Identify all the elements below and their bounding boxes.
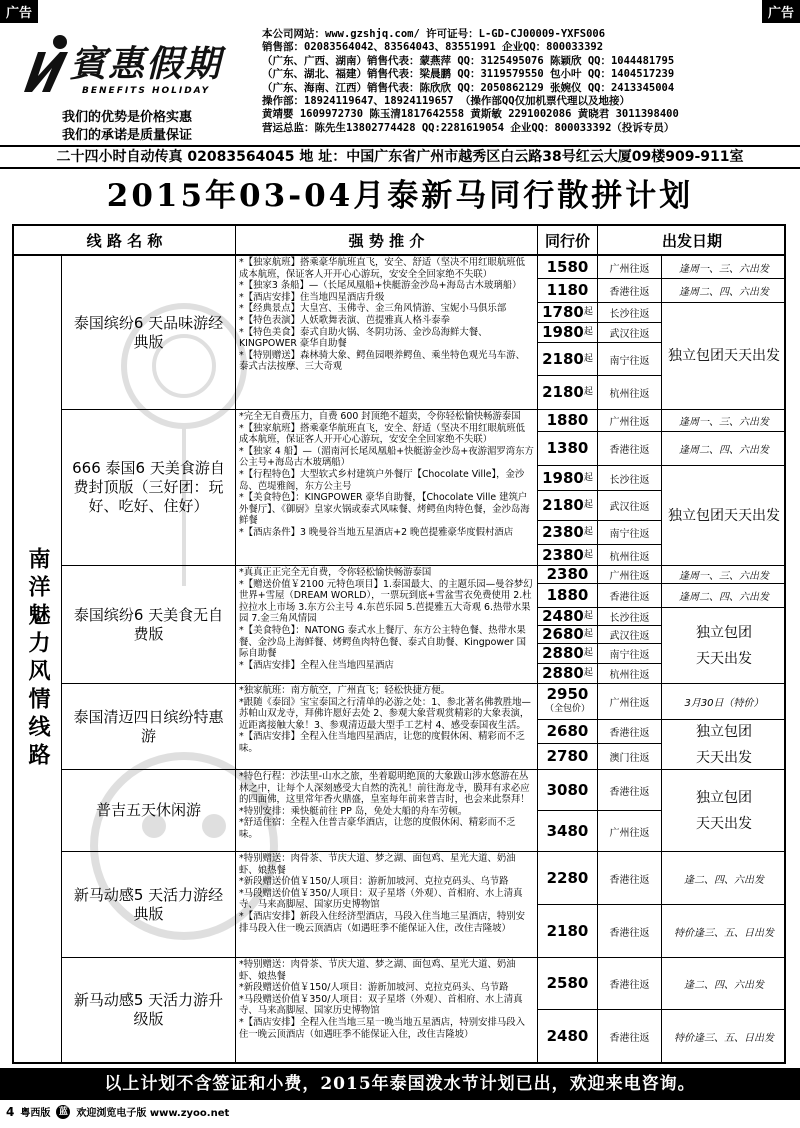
price-cell [538, 770, 598, 811]
region-label [14, 256, 62, 1062]
group-departure: 独立包团天天出发 [668, 507, 780, 524]
origin-cell: 南宁往返 [598, 521, 662, 545]
desc-line: *【酒店安排】全程入住当地四星酒店，让您的度假休闲、精彩而不乏味。 [239, 731, 525, 754]
price-value: 2480 [546, 1026, 589, 1045]
price-cell [538, 905, 598, 957]
date-cell: 逢周一、三、六出发 [662, 256, 786, 279]
desc-line: *【酒店安排】全程入住当地三星一晚当地五星酒店，特别安排马段入住一晚云顶酒店（如遇旺季不能保证入住，改住吉隆坡） [239, 1016, 525, 1040]
route-description [236, 256, 538, 409]
ad-tag-left: 广告 [0, 0, 38, 23]
route-name: 普吉五天休闲游 [62, 770, 236, 851]
price-from: 起 [583, 387, 593, 397]
desc-line: *【特色表演】人妖歌舞表演、芭提雅真人格斗泰拳 [239, 314, 450, 326]
price-from: 起 [583, 353, 593, 364]
desc-line: *特别赠送：肉骨茶、节庆大道、梦之湖、面包鸡、星光大道、奶油虾、娘热餐 [239, 959, 516, 982]
origin-cell: 广州往返 [598, 410, 662, 432]
route-description [236, 684, 538, 769]
price-cell [538, 811, 598, 851]
date-cell: 逢二、四、六出发 [662, 958, 786, 1010]
origin-cell: 长沙往返 [598, 608, 662, 626]
price-value: 2780 [546, 747, 589, 765]
desc-line: *【酒店安排】住当地四星酒店升级 [239, 291, 385, 303]
price-cell [538, 466, 598, 491]
price-cell [538, 343, 598, 376]
desc-line: *【经典景点】大皇宫、玉佛寺、金三角风情游、宝妮小马俱乐部 [239, 303, 507, 315]
route-row [62, 566, 786, 684]
route-row [62, 684, 786, 770]
price-cell [538, 720, 598, 744]
logo-text: 賓惠假期 [70, 43, 223, 85]
slogan-2: 我们的承诺是质量保证 [62, 128, 193, 143]
price-value: 2880 [542, 644, 584, 662]
price-cell [538, 323, 598, 343]
desc-line: *【独家3 条船】—（长尾凤凰船+快艇游金沙岛+海岛古木玻璃船） [239, 280, 522, 292]
desc-line: *【独家航班】搭乘豪华航班直飞，安全、舒适（坚决不用红眼航班低成本航班，保证客人开开心心游玩，安安全全回家绝不失联） [239, 422, 525, 446]
origin-cell: 南宁往返 [598, 644, 662, 664]
origin-cell: 长沙往返 [598, 303, 662, 323]
desc-line: *【独家航班】搭乘豪华航班直飞，安全、舒适（坚决不用红眼航班低成本航班，保证客人开开心心游玩，安安全全回家绝不失联） [239, 257, 525, 280]
header-dates: 出发日期 [598, 226, 786, 256]
desc-line: *【美食特色】：KINGPOWER 豪华自助餐，【Chocolate Ville 建筑户外餐厅】、《御厨》皇家火锅或泰式风味餐、烤鳄鱼肉特色餐，金沙岛海鲜餐 [239, 492, 530, 527]
route-row [62, 410, 786, 566]
ad-tag-right: 广告 [762, 0, 800, 23]
date-cell: 逢周二、四、六出发 [662, 432, 786, 466]
price-note: （全包价） [544, 703, 590, 714]
price-value: 1880 [546, 586, 589, 604]
price-from: 起 [583, 307, 593, 317]
page-footer [6, 1104, 229, 1119]
price-from: 起 [583, 629, 593, 639]
desc-line: *马段赠送价值￥350/人项目：双子星塔（外观）、首相府、水上清真寺、马来高脚屋、国家历史博物馆 [239, 887, 523, 911]
price-cell [538, 684, 598, 720]
date-cell: 逢周二、四、六出发 [662, 584, 786, 608]
header-features: 强 势 推 介 [236, 226, 538, 256]
group-departure: 独立包团天天出发 [696, 723, 752, 766]
origin-cell: 香港往返 [598, 770, 662, 811]
price-value: 3480 [546, 821, 589, 840]
desc-line: *新段赠送价值￥150/人项目：游新加坡河、克拉克码头、乌节路 [239, 982, 509, 994]
price-cell [538, 376, 598, 409]
price-cell [538, 1010, 598, 1062]
route-name: 新马动感5 天活力游升级版 [62, 958, 236, 1062]
desc-line: *特别安排：乘快艇前往 PP 岛，免处大船的舟车劳顿。 [239, 805, 468, 817]
desc-line: *特别赠送：肉骨茶、节庆大道、梦之湖、面包鸡、星光大道、奶油虾、娘热餐 [239, 853, 516, 876]
header-route-name: 线 路 名 称 [14, 226, 236, 256]
price-cell [538, 744, 598, 769]
price-cell [538, 303, 598, 323]
origin-cell: 香港往返 [598, 720, 662, 744]
price-value: 2580 [546, 974, 589, 992]
price-cell [538, 958, 598, 1010]
price-value: 2180 [542, 383, 584, 401]
route-name: 新马动感5 天活力游经典版 [62, 852, 236, 957]
price-cell [538, 545, 598, 565]
desc-line: *【特色美食】泰式自助火锅、冬阴功汤、金沙岛海鲜大餐、KINGPOWER 豪华自助餐 [239, 326, 488, 350]
date-cell: 特价逢三、五、日出发 [674, 927, 774, 939]
route-name: 泰国缤纷6 天品味游经典版 [62, 256, 236, 409]
price-cell [538, 626, 598, 644]
date-cell: 逢周一、三、六出发 [662, 410, 786, 432]
price-value: 2480 [542, 607, 584, 625]
route-row [62, 256, 786, 410]
desc-line: *【行程特色】大型软式乡村建筑户外餐厅【Chocolate Ville】，金沙岛、芭堤雅阁，东方公主号 [239, 468, 525, 492]
contact-line: 本公司网站：www.gzshjq.com/ 许可证号：L-GD-CJ00009-YXFS006 [262, 28, 606, 40]
price-value: 1880 [546, 411, 589, 429]
desc-line: *【酒店条件】3 晚曼谷当地五星酒店+2 晚芭提雅豪华度假村酒店 [239, 526, 514, 538]
edition-label: 粤西版 [20, 1108, 51, 1119]
price-cell [538, 256, 598, 279]
price-cell [538, 584, 598, 608]
price-value: 1380 [546, 439, 589, 457]
page-title: 2015年03-04月泰新马同行散拼计划 [106, 178, 694, 214]
publisher-icon: 蓝 [56, 1105, 70, 1119]
date-cell: 逢二、四、六出发 [662, 852, 786, 905]
price-value: 2380 [542, 523, 584, 541]
origin-cell: 长沙往返 [598, 466, 662, 491]
price-value: 3080 [546, 780, 589, 799]
contact-line: （广东、海南、江西）销售代表：陈欣欣 QQ：2050862129 张婉仪 QQ：2413345004 [262, 81, 675, 94]
route-row [62, 958, 786, 1062]
origin-cell: 香港往返 [598, 279, 662, 303]
route-description [236, 770, 538, 851]
desc-line: *舒适住宿：全程入住普吉豪华酒店，让您的度假休闲、精彩而不乏味。 [239, 817, 516, 840]
origin-cell: 澳门往返 [598, 744, 662, 769]
origin-cell: 香港往返 [598, 432, 662, 466]
origin-cell: 香港往返 [598, 852, 662, 905]
price-value: 2180 [542, 349, 584, 368]
price-cell [538, 566, 598, 584]
price-cell [538, 608, 598, 626]
price-value: 1180 [546, 281, 589, 299]
header-price: 同行价 [538, 226, 598, 256]
origin-cell: 广州往返 [598, 684, 662, 720]
price-from: 起 [583, 648, 593, 658]
desc-line: *【酒店安排】全程入住当地四星酒店 [239, 659, 394, 671]
desc-line: *真真正正完全无自费，令你轻松愉快畅游泰国 [239, 567, 432, 578]
price-value: 2280 [546, 868, 589, 887]
origin-cell: 广州往返 [598, 566, 662, 584]
price-from: 起 [583, 668, 593, 678]
price-value: 1780 [542, 303, 584, 321]
origin-cell: 武汉往返 [598, 491, 662, 521]
price-from: 起 [583, 472, 593, 483]
price-from: 起 [583, 549, 593, 560]
price-value: 2680 [542, 625, 584, 643]
route-description [236, 566, 538, 683]
route-row [62, 770, 786, 852]
route-description [236, 410, 538, 565]
desc-line: *完全无自费压力，自费 600 封顶绝不超卖，令你轻松愉快畅游泰国 [239, 411, 521, 422]
origin-cell: 武汉往返 [598, 323, 662, 343]
origin-cell: 南宁往返 [598, 343, 662, 376]
contact-line: （广东、广西、湖南）销售代表：蒙燕萍 QQ：3125495076 陈颖欣 QQ：1044481795 [262, 54, 675, 67]
desc-line: *新段赠送价值￥150/人项目：游新加坡河、克拉克码头、乌节路 [239, 876, 509, 888]
contact-line: （广东、湖北、福建）销售代表：梁晨鹏 QQ：3119579550 包小叶 QQ：1404517239 [262, 68, 675, 81]
origin-cell: 香港往返 [598, 584, 662, 608]
price-cell [538, 432, 598, 466]
price-cell [538, 521, 598, 545]
origin-cell: 武汉往返 [598, 626, 662, 644]
group-departure: 独立包团天天出发 [696, 789, 752, 832]
desc-line: *独家航班：南方航空，广州直飞；轻松快捷方便。 [239, 685, 450, 696]
price-cell [538, 491, 598, 521]
desc-line: *跟随《泰囧》宝宝泰国之行清单的必游之处：1、参北著名佛教胜地—苏帕山双龙寺，拜佛许愿好去处 2、参观大象营观赏精彩的大象表演，近距离接触大象！3、参观清迈最大型手工艺村 4、感受泰国夜生活。 [239, 696, 531, 731]
price-cell [538, 664, 598, 683]
route-name: 666 泰国6 天美食游自费封顶版（三好团：玩好、吃好、住好） [62, 410, 236, 565]
origin-cell: 杭州往返 [598, 545, 662, 565]
company-logo [20, 32, 240, 102]
logo-subtitle: BENEFITS HOLIDAY [82, 86, 211, 96]
origin-cell: 杭州往返 [598, 376, 662, 409]
group-departure: 独立包团天天出发 [696, 624, 752, 667]
contact-line: 营运总监：陈先生13802774428 QQ:2281619054 企业QQ：800033392（投诉专员） [262, 121, 675, 134]
slogan-1: 我们的优势是价格实惠 [62, 110, 193, 125]
contact-line: 销售部：02083564042、83564043、83551991 企业QQ：800033392 [262, 41, 604, 54]
contact-line: 黄靖婴 1609972730 陈玉清1817642558 黄斯敏 2291002086 黄晓君 3011398400 [262, 108, 679, 121]
desc-line: *【酒店安排】新段入住经济型酒店，马段入住当地三星酒店，特别安排马段入住一晚云顶酒店（如遇旺季不能保证入住，改住吉隆坡） [239, 910, 525, 934]
date-cell: 逢周二、四、六出发 [662, 279, 786, 303]
price-value: 2880 [542, 664, 584, 682]
price-from: 起 [583, 611, 593, 621]
price-value: 1980 [542, 323, 584, 341]
header [0, 24, 800, 144]
desc-line: *【特别赠送】森林骑大象、鳄鱼园喂养鳄鱼、乘坐特色观光马车游、泰式古法按摩、三大奇观 [239, 349, 525, 373]
price-value: 2380 [542, 545, 584, 564]
desc-line: *【独家 4 船】—（湄南河长尾凤凰船+快艇游金沙岛+夜游湄罗湾东方公主号+海岛古木玻璃船） [239, 445, 534, 469]
route-name: 泰国缤纷6 天美食无自费版 [62, 566, 236, 683]
price-from: 起 [583, 327, 593, 337]
price-value: 2180 [546, 921, 589, 940]
price-from: 起 [583, 500, 593, 510]
origin-cell: 广州往返 [598, 256, 662, 279]
website-link[interactable]: 欢迎浏览电子版 www.zyoo.net [76, 1108, 230, 1119]
fax-address-bar: 二十四小时自动传真 02083564045 地 址：中国广东省广州市越秀区白云路38号红云大厦09楼909-911室 [0, 145, 800, 169]
desc-line: *马段赠送价值￥350/人项目：双子星塔（外观）、首相府、水上清真寺、马来高脚屋、国家历史博物馆 [239, 993, 523, 1017]
date-cell: 逢周一、三、六出发 [662, 566, 786, 584]
footer-note: 以上计划不含签证和小费，2015年泰国泼水节计划已出，欢迎来电咨询。 [0, 1068, 800, 1100]
price-value: 2180 [542, 496, 584, 514]
origin-cell: 香港往返 [598, 1010, 662, 1062]
route-description [236, 852, 538, 957]
price-cell [538, 852, 598, 905]
price-value: 2680 [546, 722, 589, 740]
price-cell [538, 644, 598, 664]
origin-cell: 香港往返 [598, 958, 662, 1010]
desc-line: *特色行程：沙法里-山水之旅，坐着聪明绝顶的大象跋山涉水悠游在丛林之中，让每个人深刻感受大自然的洗礼！前往海龙寺，膜拜有求必应的四面佛，这里常年香火鼎盛，皇室每年前来普吉时，也会来此祭拜！ [239, 771, 530, 806]
price-from: 起 [583, 527, 593, 537]
date-cell: 3月30日（特价） [662, 684, 786, 720]
desc-line: *【美食特色】：NATONG 泰式水上餐厅、东方公主特色餐、热带水果餐、金沙岛上海鲜餐、烤鳄鱼肉特色餐、泰式自助餐、Kingpower 国际自助餐 [239, 624, 526, 660]
group-departure: 独立包团天天出发 [668, 348, 780, 364]
price-value: 2950 [546, 684, 589, 703]
route-description [236, 958, 538, 1062]
page-number: 4 [6, 1104, 15, 1119]
desc-line: *【赠送价值￥2100 元特色项目】1.泰国最大、的主题乐园—曼谷梦幻世界+雪屋（DREAM WORLD），一票玩到底+雪盆雪衣免费使用 2.杜拉拉水上市场 3.东方公主号 4.东芭乐园 5.芭提雅五大奇观 6.热带水果园 7.金三角风情园 [239, 578, 533, 625]
origin-cell: 广州往返 [598, 811, 662, 851]
route-name: 泰国清迈四日缤纷特惠游 [62, 684, 236, 769]
price-cell [538, 410, 598, 432]
route-row [62, 852, 786, 958]
price-value: 1980 [542, 468, 584, 487]
date-cell: 特价逢三、五、日出发 [674, 1032, 774, 1044]
contact-line: 操作部：18924119647、18924119657 （操作部QQ仅加机票代理以及地接） [262, 95, 631, 108]
contact-info [262, 28, 792, 135]
itinerary-table [12, 224, 786, 1064]
price-value: 1580 [546, 257, 589, 276]
origin-cell: 杭州往返 [598, 664, 662, 683]
region-text: 南洋魅力风情线路 [25, 547, 50, 771]
origin-cell: 香港往返 [598, 905, 662, 957]
price-value: 2380 [546, 565, 589, 583]
price-cell [538, 279, 598, 303]
